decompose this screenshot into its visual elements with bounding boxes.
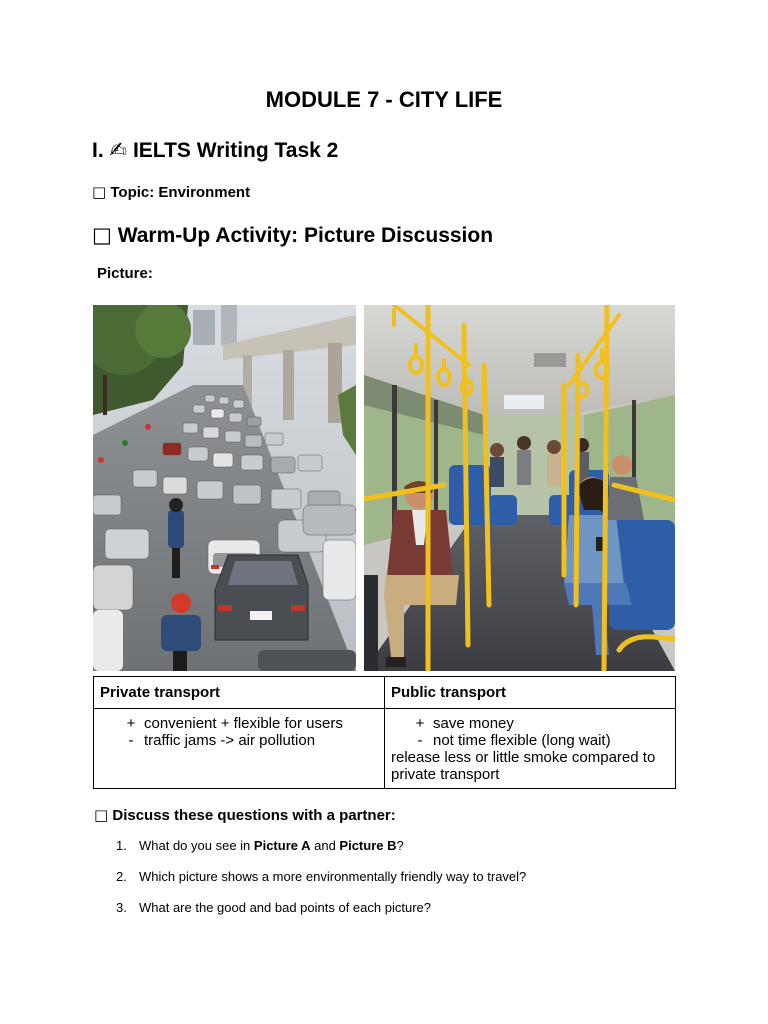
section-heading: [92, 138, 338, 163]
header-public-transport: Public transport: [385, 677, 676, 709]
private-con-text: traffic jams -> air pollution: [144, 732, 316, 749]
minus-mark: -: [417, 732, 423, 749]
question-text: What do you see in Picture A and Picture B?: [139, 838, 404, 853]
topic-line: [92, 183, 250, 201]
section-prefix: I.: [92, 139, 104, 162]
module-title: MODULE 7 - CITY LIFE: [265, 87, 503, 112]
question-text: What are the good and bad points of each picture?: [139, 900, 431, 915]
question-number: 3.: [116, 900, 127, 915]
picture-a-traffic: [93, 305, 356, 671]
warmup-heading: [92, 223, 493, 248]
discuss-heading: [94, 806, 396, 824]
box-icon: □: [92, 183, 107, 201]
private-pro-text: convenient + flexible for users: [144, 715, 343, 732]
public-con-text: not time flexible (long wait): [433, 732, 611, 749]
public-extra-note: release less or little smoke compared to private transport: [391, 749, 656, 783]
section-title: IELTS Writing Task 2: [132, 139, 339, 162]
question-list: [116, 838, 526, 931]
picture-label: Picture:: [97, 265, 153, 282]
box-icon: □: [94, 806, 109, 824]
question-item: [116, 838, 526, 869]
topic-label: Topic: Environment: [110, 184, 251, 201]
minus-mark: -: [128, 732, 134, 749]
header-private-transport: Private transport: [94, 677, 385, 709]
warmup-title: Warm-Up Activity: Picture Discussion: [117, 224, 494, 247]
list-item: [100, 715, 378, 732]
box-icon: □: [92, 223, 112, 247]
public-pro-text: save money: [433, 715, 514, 732]
plus-mark: +: [126, 715, 136, 732]
list-item: [391, 732, 669, 749]
question-item: [116, 869, 526, 900]
question-text: Which picture shows a more environmentally friendly way to travel?: [139, 869, 527, 884]
comparison-table: [93, 676, 676, 789]
question-number: 2.: [116, 869, 127, 884]
writing-hand-icon: ✍: [109, 138, 128, 162]
list-item: [100, 732, 378, 749]
list-item: [391, 715, 669, 732]
public-transport-cell: [385, 709, 676, 789]
question-item: [116, 900, 526, 931]
picture-b-bus: [364, 305, 675, 671]
discuss-label: Discuss these questions with a partner:: [112, 807, 396, 824]
question-number: 1.: [116, 838, 127, 853]
plus-mark: +: [415, 715, 425, 732]
private-transport-cell: [94, 709, 385, 789]
